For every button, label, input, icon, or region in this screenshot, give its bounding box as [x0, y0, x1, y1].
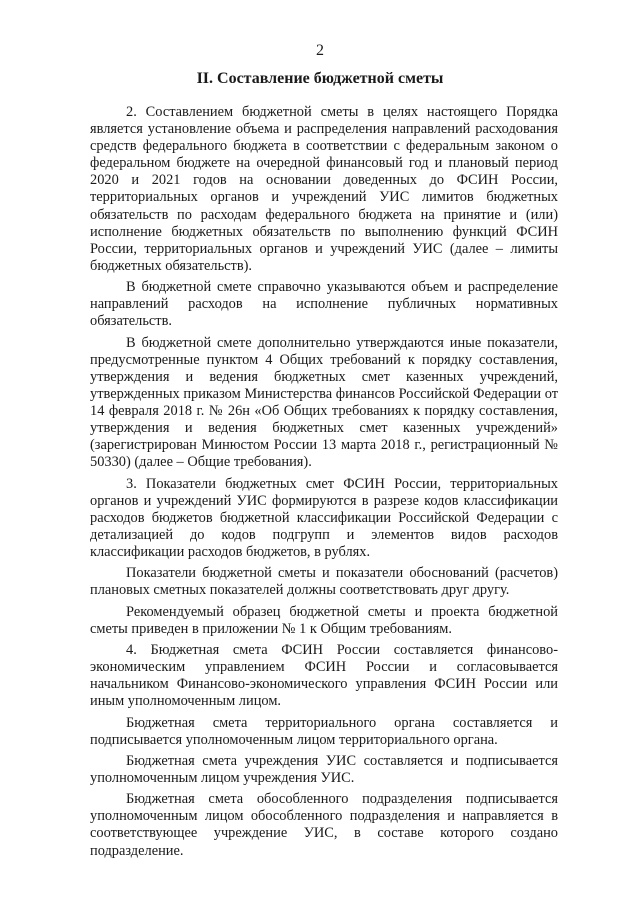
page-number: 2: [316, 42, 324, 59]
paragraph-item-2: 2. Составлением бюджетной сметы в целях настоящего Порядка является установление объема и распределения направлений расходования средств федерального бюджета в соответствии с федеральным законом о федеральном бюджете на очередной финансовый год и плановый период 2020 и 2021 годов на основании доведенных до ФСИН России, территориальных органов и учреждений УИС лимитов бюджетных обязательств по расходам федерального бюджета на принятие и (или) исполнение бюджетных обязательств по выполнению функций ФСИН России, территориальных органов и учреждений УИС (далее – лимиты бюджетных обязательств).: [90, 104, 558, 274]
paragraph-indicators-correspondence: Показатели бюджетной сметы и показатели обоснований (расчетов) плановых сметных показателей должны соответствовать друг другу.: [90, 565, 558, 599]
paragraph-reference-obligations: В бюджетной смете справочно указываются объем и распределение направлений расходов на исполнение публичных нормативных обязательств.: [90, 279, 558, 330]
paragraph-institution: Бюджетная смета учреждения УИС составляется и подписывается уполномоченным лицом учреждения УИС.: [90, 752, 558, 786]
paragraph-sample-reference: Рекомендуемый образец бюджетной сметы и проекта бюджетной сметы приведен в приложении № 1 к Общим требованиям.: [90, 603, 558, 637]
paragraph-item-4: 4. Бюджетная смета ФСИН России составляется финансово-экономическим управлением ФСИН России и согласовывается начальником Финансово-экономического управления ФСИН России или иным уполномоченным лицом.: [90, 641, 558, 710]
document-body: [90, 104, 558, 860]
paragraph-item-3: 3. Показатели бюджетных смет ФСИН России, территориальных органов и учреждений УИС формируются в разрезе кодов классификации расходов бюджетов бюджетной классификации Российской Федерации с детализацией до кодов подгрупп и элементов видов расходов классификации расходов бюджетов, в рублях.: [90, 475, 558, 560]
section-title: II. Составление бюджетной сметы: [196, 70, 444, 87]
paragraph-territorial-body: Бюджетная смета территориального органа составляется и подписывается уполномоченным лицом территориального органа.: [90, 714, 558, 748]
paragraph-separate-division: Бюджетная смета обособленного подразделения подписывается уполномоченным лицом обособленного подразделения и направляется в соответствующее учреждение УИС, в составе которого создано подразделение.: [90, 791, 558, 859]
paragraph-additional-indicators: В бюджетной смете дополнительно утверждаются иные показатели, предусмотренные пунктом 4 Общих требований к порядку составления, утверждения и ведения бюджетных смет казенных учреждений, утвержденных приказом Министерства финансов Российской Федерации от 14 февраля 2018 г. № 26н «Об Общих требованиях к порядку составления, утверждения и ведения бюджетных смет казенных учреждений» (зарегистрирован Минюстом России 13 марта 2018 г., регистрационный № 50330) (далее – Общие требования).: [90, 334, 558, 471]
